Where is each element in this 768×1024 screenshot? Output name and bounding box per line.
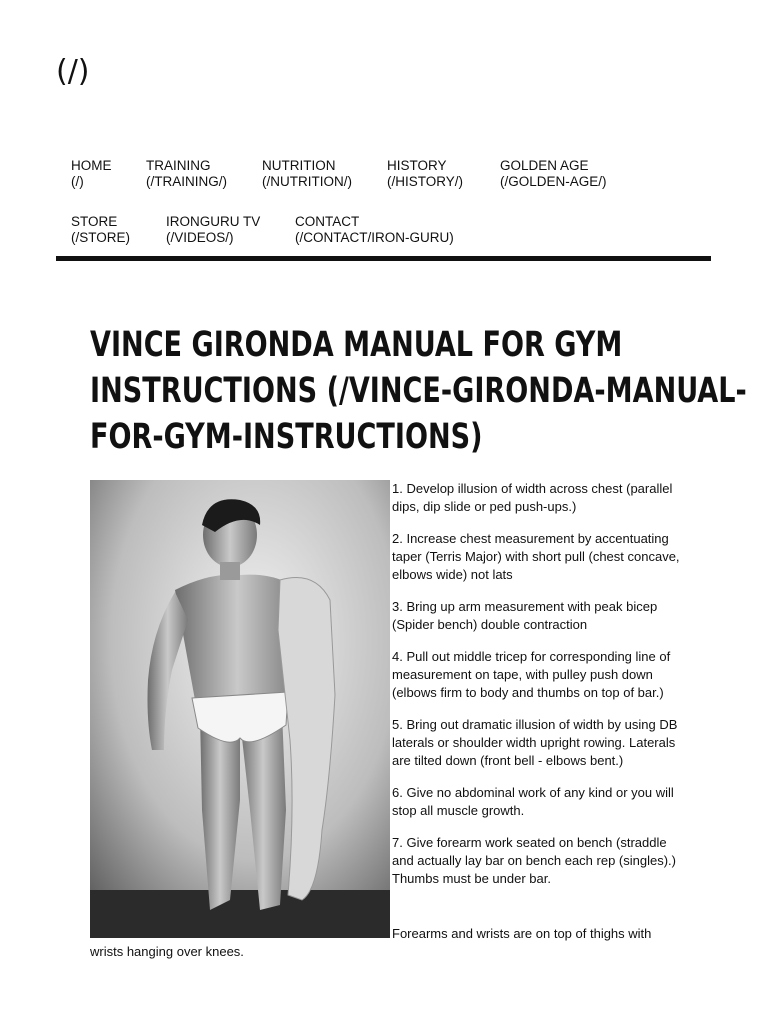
- header-divider: [56, 256, 711, 261]
- nav-training-label: TRAINING: [146, 158, 211, 173]
- nav-training[interactable]: [146, 158, 227, 190]
- site-logo[interactable]: (/): [56, 54, 90, 89]
- bodybuilder-photo: [90, 480, 390, 938]
- instruction-3: 3. Bring up arm measurement with peak bicep (Spider bench) double contraction: [392, 599, 658, 632]
- instruction-2: 2. Increase chest measurement by accentuating taper (Terris Major) with short pull (chest concave, elbows wide) not lats: [392, 531, 680, 582]
- nav-home-href: (/): [71, 174, 84, 189]
- nav-history[interactable]: [387, 158, 463, 190]
- nav-history-label: HISTORY: [387, 158, 447, 173]
- nav-nutrition[interactable]: [262, 158, 352, 190]
- instruction-6: 6. Give no abdominal work of any kind or you will stop all muscle growth.: [392, 785, 674, 818]
- nav-ironguru-tv[interactable]: [166, 214, 260, 246]
- title-line-2: INSTRUCTIONS (/VINCE-GIRONDA-MANUAL-: [90, 371, 747, 411]
- bodybuilder-figure-image: [90, 480, 390, 938]
- nav-nutrition-href: (/NUTRITION/): [262, 174, 352, 189]
- nav-home-label: HOME: [71, 158, 112, 173]
- nav-contact-label: CONTACT: [295, 214, 360, 229]
- nav-ironguru-tv-href: (/VIDEOS/): [166, 230, 234, 245]
- nav-store-href: (/STORE): [71, 230, 131, 245]
- nav-store-label: STORE: [71, 214, 118, 229]
- nav-home[interactable]: [71, 158, 112, 190]
- nav-nutrition-label: NUTRITION: [262, 158, 336, 173]
- nav-contact[interactable]: [295, 214, 454, 246]
- nav-ironguru-tv-label: IRONGURU TV: [166, 214, 261, 229]
- instruction-7-continued: Forearms and wrists are on top of thighs with: [392, 926, 652, 941]
- nav-golden-age-href: (/GOLDEN-AGE/): [500, 174, 607, 189]
- nav-golden-age-label: GOLDEN AGE: [500, 158, 589, 173]
- instruction-7-tail: wrists hanging over knees.: [90, 944, 244, 959]
- nav-store[interactable]: [71, 214, 130, 246]
- nav-history-href: (/HISTORY/): [387, 174, 464, 189]
- instruction-4: 4. Pull out middle tricep for corresponding line of measurement on tape, with pulley push down (elbows firm to body and thumbs on top of bar.): [392, 649, 671, 700]
- title-line-1: VINCE GIRONDA MANUAL FOR GYM: [90, 325, 623, 365]
- nav-training-href: (/TRAINING/): [146, 174, 227, 189]
- nav-golden-age[interactable]: [500, 158, 607, 190]
- instruction-5: 5. Bring out dramatic illusion of width by using DB laterals or shoulder width upright rowing. Laterals are tilted down (front bell - elbows bent.): [392, 717, 678, 768]
- instructions-list: [392, 480, 682, 888]
- nav-contact-href: (/CONTACT/IRON-GURU): [295, 230, 454, 245]
- article-title[interactable]: [90, 322, 747, 460]
- title-line-3: FOR-GYM-INSTRUCTIONS): [90, 417, 483, 457]
- instruction-1: 1. Develop illusion of width across chest (parallel dips, dip slide or ped push-ups.): [392, 481, 673, 514]
- instruction-7: 7. Give forearm work seated on bench (straddle and actually lay bar on bench each rep (singles).) Thumbs must be under bar.: [392, 835, 676, 886]
